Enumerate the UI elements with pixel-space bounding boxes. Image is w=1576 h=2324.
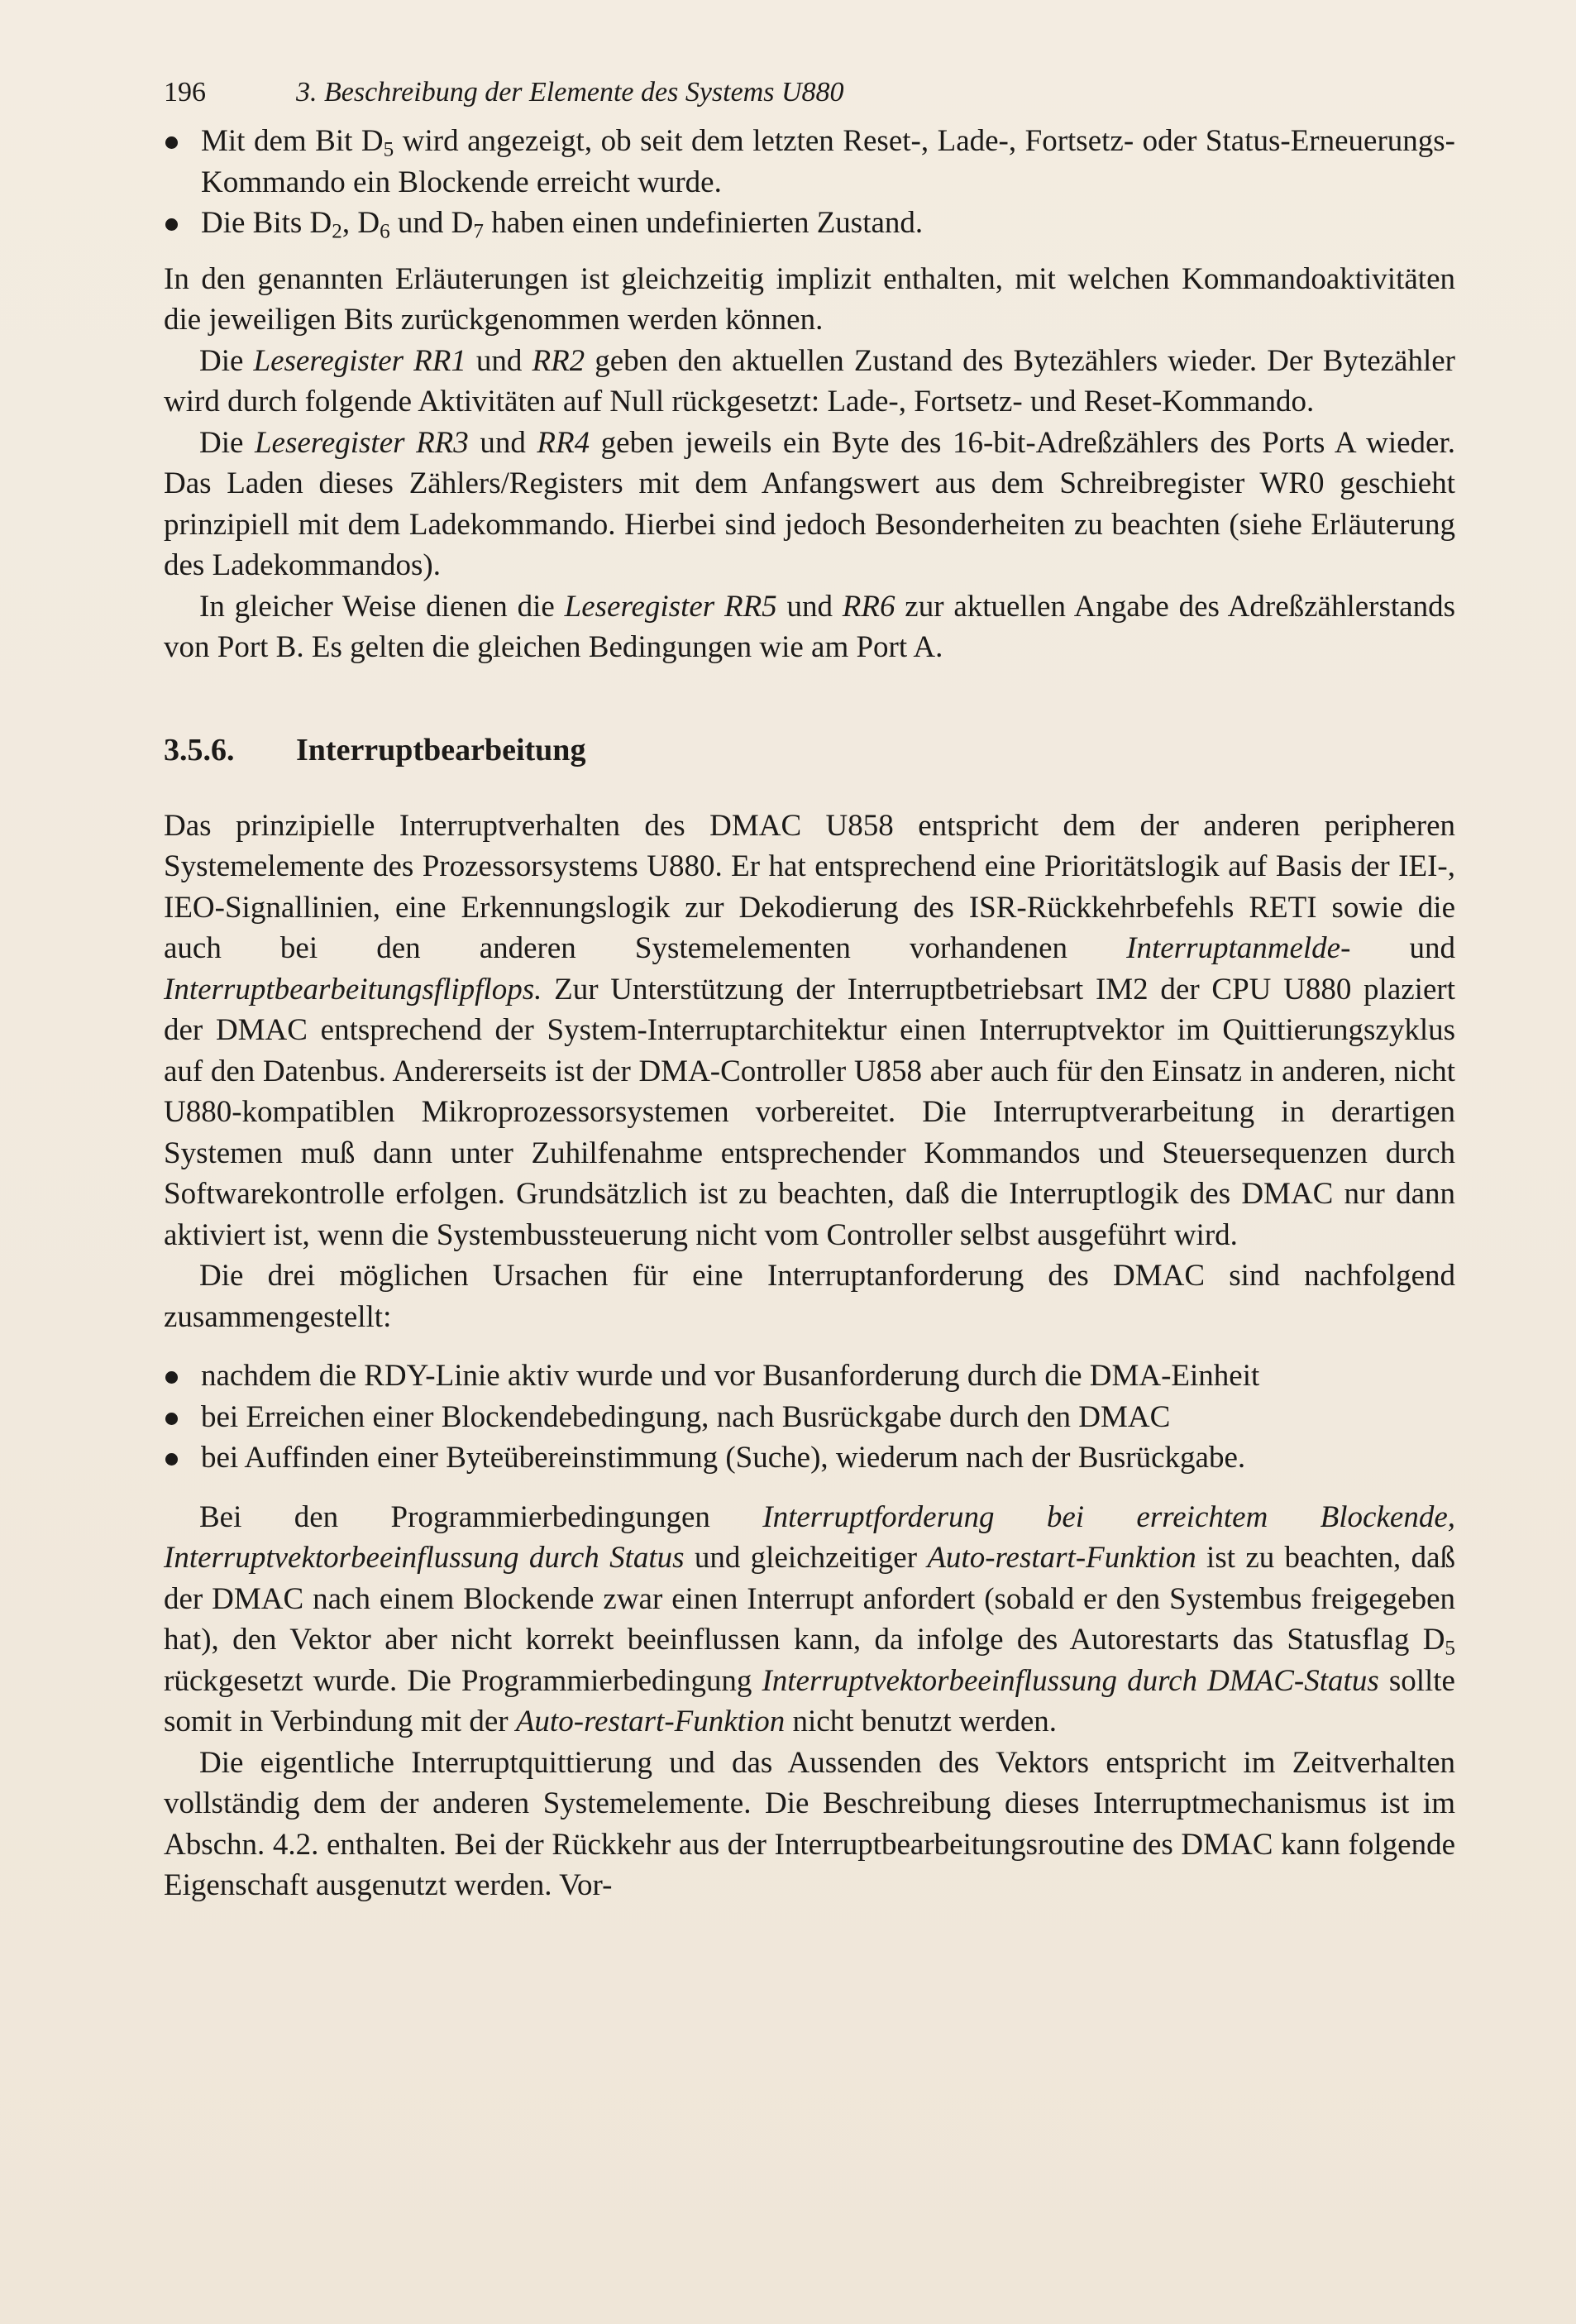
- paragraph: In den genannten Erläuterungen ist gleichzeitig implizit enthalten, mit welchen Kommandoaktivitäten die jeweiligen Bits zurückgenommen werden können.: [164, 261, 1455, 337]
- section-title: Interruptbearbeitung: [296, 732, 586, 767]
- chapter-title: 3. Beschreibung der Elemente des Systems U880: [296, 77, 844, 108]
- bullet-icon: [165, 1453, 178, 1466]
- paragraph: In gleicher Weise dienen die Leseregister RR5 und RR6 zur aktuellen Angabe des Adreßzählerstands von Port B. Es gelten die gleichen Bedingungen wie am Port A.: [164, 589, 1455, 664]
- paragraph: Das prinzipielle Interruptverhalten des DMAC U858 entspricht dem der anderen peripheren Systemelemente des Prozessorsystems U880. Er hat entsprechend eine Prioritätslogik auf Basis der IEI-, IEO-Signallinien, eine Erkennungslogik zur Dekodierung des ISR-Rückkehrbefehls RETI sowie die auch bei den anderen Systemelementen vorhandenen Interruptanmelde- und Interruptbearbeitungsflipflops. Zur Unterstützung der Interruptbetriebsart IM2 der CPU U880 plaziert der DMAC entsprechend der System-Interruptarchitektur einen Interruptvektor im Quittierungszyklus auf den Datenbus. Andererseits ist der DMA-Controller U858 aber auch für den Einsatz in anderen, nicht U880-kompatiblen Mikroprozessorsystemen vorbereitet. Die Interruptverarbeitung in derartigen Systemen muß dann unter Zuhilfenahme entsprechender Kommandos und Steuersequenzen durch Softwarekontrolle erfolgen. Grundsätzlich ist zu beachten, daß die Interruptlogik des DMAC nur dann aktiviert ist, wenn die Systembussteuerung nicht vom Controller selbst ausgeführt wird.: [164, 808, 1456, 1252]
- section-number: 3.5.6.: [164, 732, 235, 767]
- list-item: nachdem die RDY-Linie aktiv wurde und vor Busanforderung durch die DMA-Einheit: [164, 1356, 1455, 1397]
- bullet-icon: [165, 1413, 178, 1425]
- page-number: 196: [164, 77, 206, 108]
- list-item: Mit dem Bit $D_5$ wird angezeigt, ob seit dem letzten Reset-, Lade-, Fortsetz- oder Status-Erneuerungs-Kommando ein Blockende erreicht wurde.: [164, 121, 1455, 203]
- bullet-icon: [165, 1371, 178, 1384]
- list-item: bei Erreichen einer Blockendebedingung, nach Busrückgabe durch den DMAC: [164, 1397, 1455, 1438]
- bullet-icon: [165, 218, 178, 231]
- paragraph: Die drei möglichen Ursachen für eine Interruptanforderung des DMAC sind nachfolgend zusammengestellt:: [164, 1259, 1455, 1334]
- running-head: [164, 71, 1455, 114]
- paragraph: Bei den Programmierbedingungen Interruptforderung bei erreichtem Blockende, Interruptvektorbeeinflussung durch Status und gleichzeitiger Auto-restart-Funktion ist zu beachten, daß der DMAC nach einem Blockende zwar einen Interrupt anfordert (sobald er den Systembus freigegeben hat), den Vektor aber nicht korrekt beeinflussen kann, da infolge des Autorestarts das Statusflag $D_5$ rückgesetzt wurde. Die Programmierbedingung Interruptvektorbeeinflussung durch DMAC-Status sollte somit in Verbindung mit der Auto-restart-Funktion nicht benutzt werden.: [164, 1499, 1456, 1738]
- paragraph: Die Leseregister RR1 und RR2 geben den aktuellen Zustand des Bytezählers wieder. Der Bytezähler wird durch folgende Aktivitäten auf Null rückgesetzt: Lade-, Fortsetz- und Reset-Kommando.: [164, 343, 1455, 418]
- status-bit-list: [164, 121, 1455, 244]
- list-item: Die Bits $D_2$, $D_6$ und $D_7$ haben einen undefinierten Zustand.: [164, 203, 1455, 244]
- paragraph: Die eigentliche Interruptquittierung und das Aussenden des Vektors entspricht im Zeitverhalten vollständig dem der anderen Systemelemente. Die Beschreibung dieses Interruptmechanismus ist im Abschn. 4.2. enthalten. Bei der Rückkehr aus der Interruptbearbeitungsroutine des DMAC kann folgende Eigenschaft ausgenutzt werden. Vor-: [164, 1745, 1455, 1902]
- section-heading: [164, 728, 1455, 772]
- interrupt-cause-list: [164, 1356, 1455, 1479]
- paragraph: Die Leseregister RR3 und RR4 geben jeweils ein Byte des 16-bit-Adreßzählers des Ports A wieder. Das Laden dieses Zählers/Registers mit dem Anfangswert aus dem Schreibregister WR0 geschieht prinzipiell mit dem Ladekommando. Hierbei sind jedoch Besonderheiten zu beachten (siehe Erläuterung des Ladekommandos).: [164, 425, 1455, 582]
- list-item: bei Auffinden einer Byteübereinstimmung (Suche), wiederum nach der Busrückgabe.: [164, 1437, 1455, 1479]
- bullet-icon: [165, 136, 178, 149]
